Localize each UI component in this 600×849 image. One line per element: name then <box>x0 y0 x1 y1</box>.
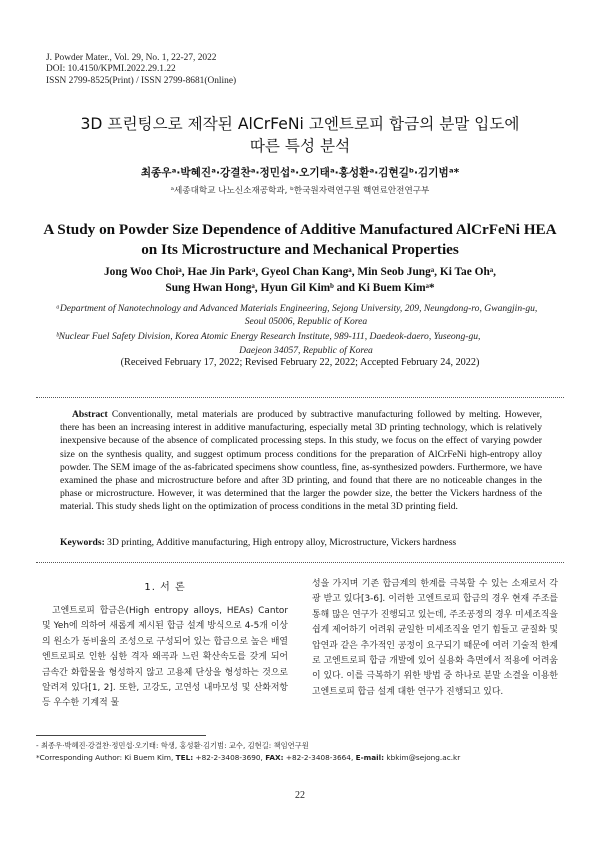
english-authors <box>40 264 560 296</box>
english-title-line1: A Study on Powder Size Dependence of Additive Manufactured AlCrFeNi HEA <box>43 221 557 238</box>
affiliation-b-line2: Daejeon 34057, Republic of Korea <box>239 344 373 356</box>
keywords-label: Keywords: <box>60 537 105 548</box>
page-number: 22 <box>295 790 305 801</box>
affiliation-a-line1: ᵃDepartment of Nanotechnology and Advanced Materials Engineering, Sejong University, 209, Neungdong-ro, Gwangjin-gu, <box>56 303 538 314</box>
affiliation-a-line2: Seoul 05006, Republic of Korea <box>244 316 368 328</box>
email-label: E-mail: <box>355 753 385 762</box>
korean-title-line2: 따른 특성 분석 <box>249 137 351 155</box>
english-title-line2: on Its Microstructure and Mechanical Properties <box>141 241 459 258</box>
english-authors-line1: Jong Woo Choiᵃ, Hae Jin Parkᵃ, Gyeol Chan Kangᵃ, Min Seob Jungᵃ, Ki Tae Ohᵃ, <box>103 266 497 278</box>
footnote-corresponding <box>36 752 460 764</box>
korean-title <box>40 113 560 157</box>
fax-label: FAX: <box>265 753 284 762</box>
body-left-column: 고엔트로피 합금은(High entropy alloys, HEAs) Cantor 및 Yeh에 의하여 새롭게 제시된 합금 설계 방식으로 4-5개 이상의 원소가 동비율의 조성으로 구성되어 있는 합금으로 높은 배열 엔트로피로 인한 심한 격자 왜곡과 느린 확산속도를 갖게 되어 금속간 화합물을 형성하지 않고 고용체 단상을 형성하는 것으로 알려져 있다[1, 2]. 또한, 고강도, 고연성 내마모성 및 산화저항 등 우수한 기계적 물 <box>42 606 288 709</box>
tel-label: TEL: <box>175 753 194 762</box>
section-heading-introduction: 1. 서 론 <box>144 582 186 593</box>
journal-citation: J. Powder Mater., Vol. 29, No. 1, 22-27, 2022 <box>46 53 217 63</box>
abstract-text: Conventionally, metal materials are produced by subtractive manufacturing followed by melting. However, there has been an increasing interest in additive manufacturing, especially metal 3D printing technology, which is relatively inexpensive because of the absence of complicated processing steps. In this study, we focus on the effect of varying powder size on the synthesis quality, and suggest optimum process conditions for the preparation of AlCrFeNi high-entropy alloy powder. The SEM image of the as-fabricated specimens show countless, fine, as-synthesized powders. Furthermore, we have examined the phase and microstructure before and after 3D printing, and found that there are no noticeable changes in the phase or microstructure. However, it was determined that the larger the powder size, the better the Vickers hardness of the material. This study sheds light on the optimization of process conditions in the metal 3D printing field. <box>60 409 542 513</box>
english-affiliations <box>56 302 556 357</box>
footnote-author-roles: - 최종우·박혜진·강결찬·정민섭·오기태: 학생, 홍성환·김기범: 교수, 김현길: 책임연구원 <box>36 741 309 750</box>
corresponding-author: *Corresponding Author: Ki Buem Kim, <box>36 753 176 762</box>
journal-doi: DOI: 10.4150/KPMI.2022.29.1.22 <box>46 64 176 75</box>
korean-authors: 최종우ᵃ·박혜진ᵃ·강결찬ᵃ·정민섭ᵃ·오기태ᵃ·홍성환ᵃ·김현길ᵇ·김기범ᵃ* <box>140 167 460 179</box>
affiliation-b <box>56 330 556 356</box>
abstract-top-divider <box>36 397 564 398</box>
english-title <box>36 220 564 260</box>
korean-title-line1: 3D 프린팅으로 제작된 AlCrFeNi 고엔트로피 합금의 분말 입도에 <box>80 115 520 133</box>
keywords-text: 3D printing, Additive manufacturing, High entropy alloy, Microstructure, Vickers hardness <box>107 537 457 548</box>
email-address: kbkim@sejong.ac.kr <box>384 753 461 762</box>
fax-number: +82-2-3408-3664, <box>283 753 356 762</box>
journal-info <box>46 53 236 87</box>
abstract-label: Abstract <box>72 409 108 420</box>
abstract-bottom-divider <box>36 562 564 563</box>
footnote-rule <box>36 735 206 736</box>
keywords <box>60 536 542 549</box>
received-dates: (Received February 17, 2022; Revised February 22, 2022; Accepted February 24, 2022) <box>120 357 480 368</box>
journal-issn: ISSN 2799-8525(Print) / ISSN 2799-8681(Online) <box>46 75 237 86</box>
affiliation-a <box>56 302 556 328</box>
footnotes <box>36 740 460 764</box>
korean-affiliation: ᵃ세종대학교 나노신소재공학과, ᵇ한국원자력연구원 핵연료안전연구부 <box>170 186 430 196</box>
abstract <box>60 408 542 514</box>
tel-number: +82-2-3408-3690, <box>193 753 266 762</box>
english-authors-line2: Sung Hwan Hongᵃ, Hyun Gil Kimᵇ and Ki Buem Kimᵃ* <box>165 282 435 294</box>
affiliation-b-line1: ᵇNuclear Fuel Safety Division, Korea Atomic Energy Research Institute, 989-111, Daedeok-daero, Yuseong-gu, <box>56 331 481 343</box>
body-right-column: 성을 가지며 기존 합금계의 한계를 극복할 수 있는 소재로서 각광 받고 있다[3-6]. 이러한 고엔트로피 합금의 경우 현재 주조를 통해 많은 연구가 진행되고 있는데, 주조공정의 경우 미세조직을 쉽게 제어하기 어려워 균일한 미세조직을 얻기 힘들고 균질화 및 압연과 같은 추가적인 공정이 요구되기 때문에 여러 기술적 한계로 고엔트로피 합금 개발에 있어 실용화 측면에서 적용에 어려움이 있다. 이를 극복하기 위한 방법 중 하나로 분말 소결을 이용한 고엔트로피 합금 설계 대한 연구가 진행되고 있다. <box>312 579 558 697</box>
